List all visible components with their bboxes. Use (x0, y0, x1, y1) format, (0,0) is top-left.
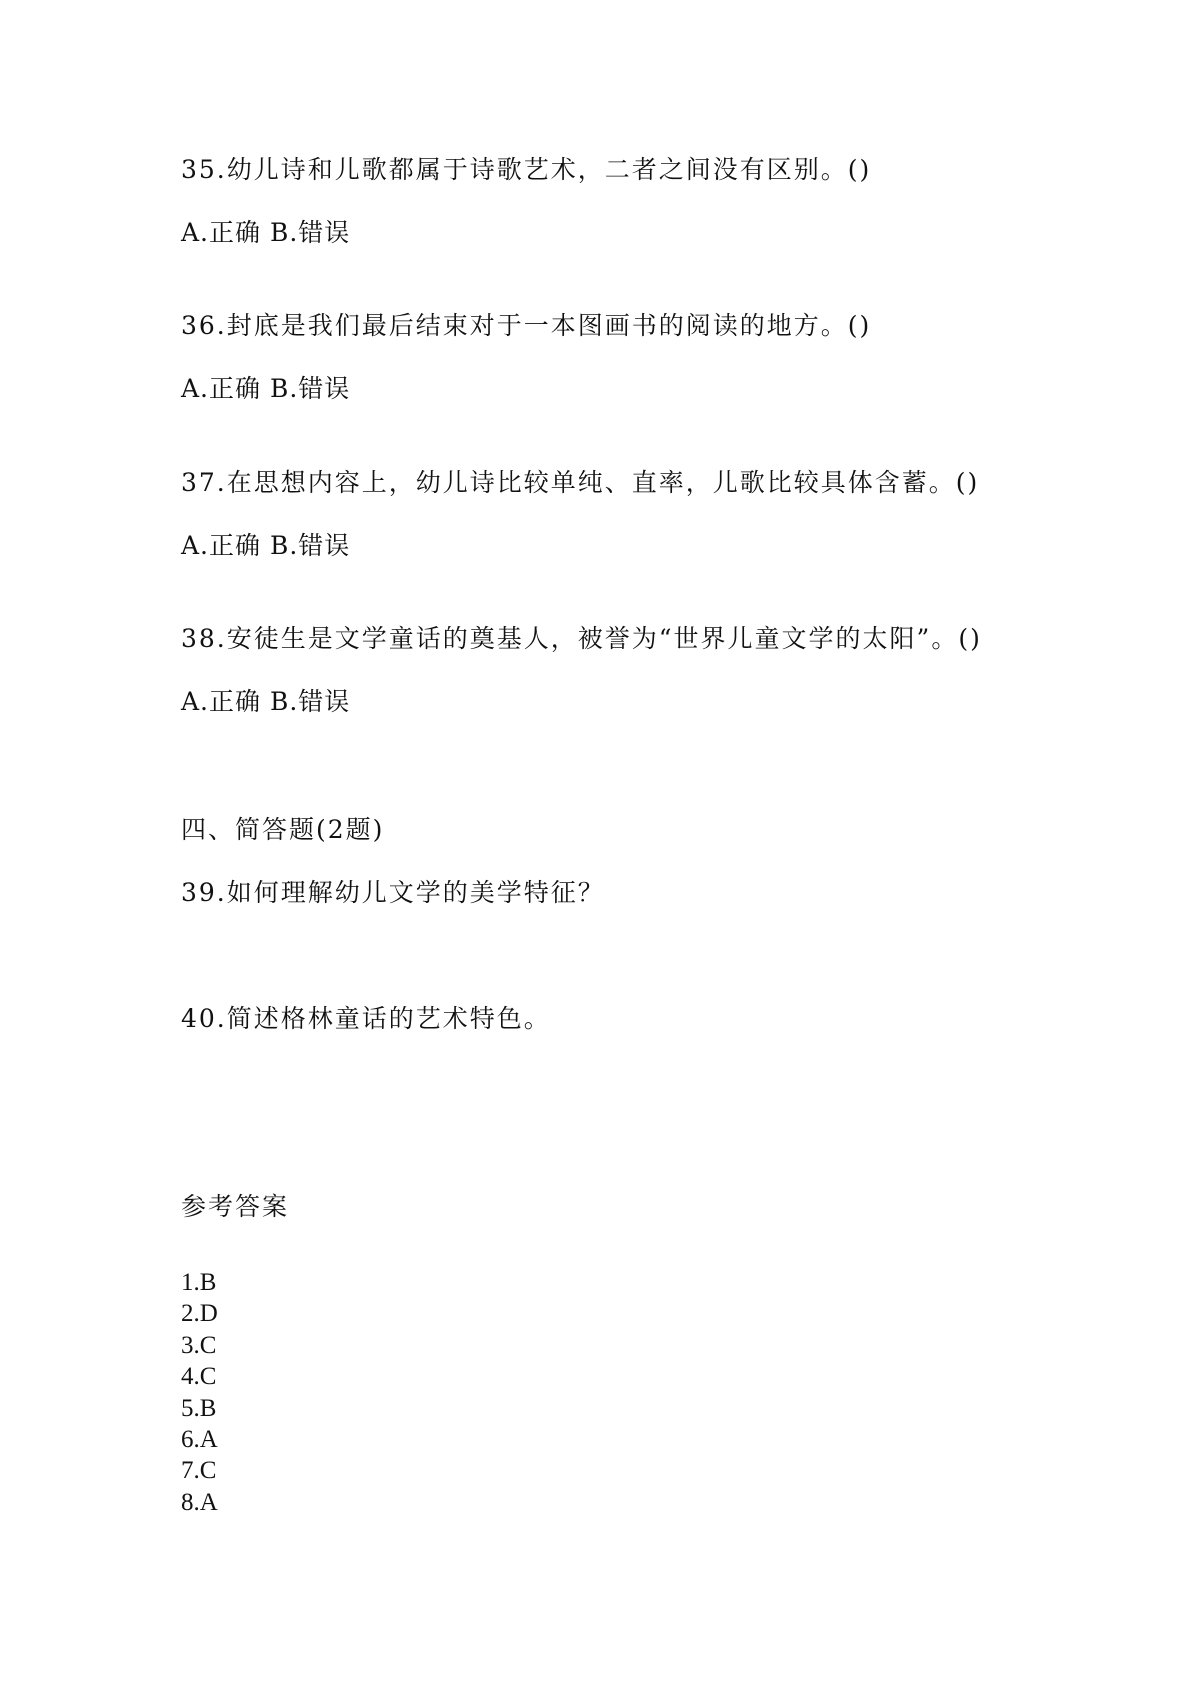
question-37-options: A.正确 B.错误 (181, 531, 351, 560)
answer-item: 7.C (181, 1457, 217, 1485)
answer-item: 6.A (181, 1425, 218, 1453)
answer-item: 8.A (181, 1488, 218, 1516)
question-36: 36.封底是我们最后结束对于一本图画书的阅读的地方。() (181, 311, 872, 340)
answer-item: 1.B (181, 1269, 217, 1296)
answer-item: 4.C (181, 1363, 217, 1391)
question-38: 38.安徒生是文学童话的奠基人，被誉为“世界儿童文学的太阳”。() (181, 624, 982, 653)
question-40: 40.简述格林童话的艺术特色。 (181, 1004, 551, 1033)
question-39: 39.如何理解幼儿文学的美学特征？ (181, 878, 605, 907)
question-38-options: A.正确 B.错误 (181, 687, 351, 716)
question-36-options: A.正确 B.错误 (181, 374, 351, 403)
answer-list (181, 1267, 218, 1518)
answer-item: 5.B (181, 1394, 217, 1422)
section-heading: 四、简答题(2题) (181, 815, 385, 844)
answer-key-title: 参考答案 (181, 1192, 290, 1221)
answer-item: 2.D (181, 1300, 218, 1328)
question-35: 35.幼儿诗和儿歌都属于诗歌艺术，二者之间没有区别。() (181, 155, 872, 184)
answer-item: 3.C (181, 1331, 217, 1359)
question-37: 37.在思想内容上，幼儿诗比较单纯、直率，儿歌比较具体含蓄。() (181, 468, 980, 497)
question-35-options: A.正确 B.错误 (181, 218, 351, 247)
